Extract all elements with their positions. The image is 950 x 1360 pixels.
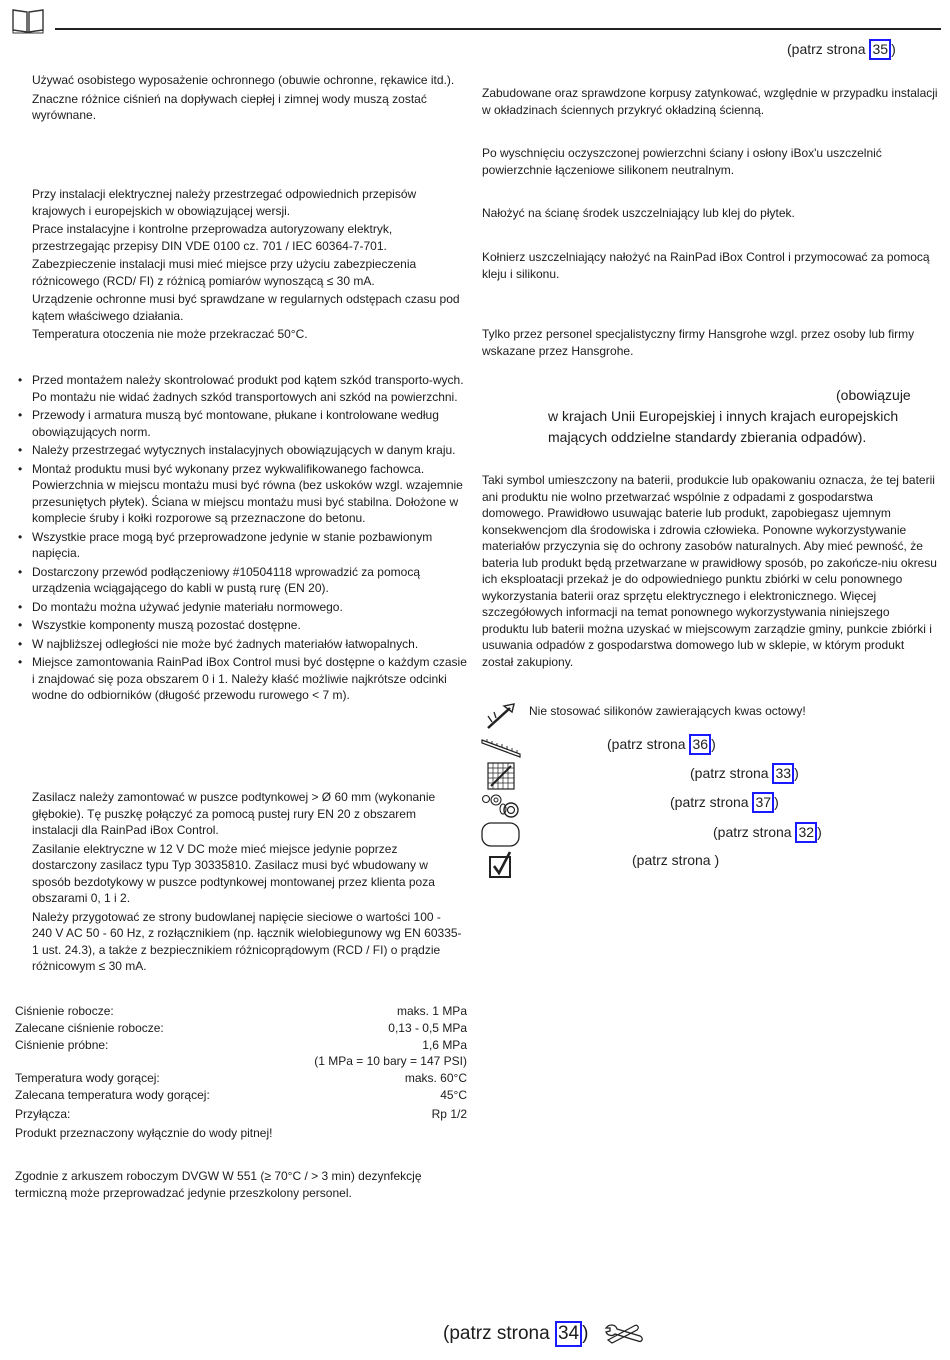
- page-link[interactable]: 34: [555, 1321, 582, 1347]
- paragraph: Zasilacz należy zamontować w puszce podtynkowej > Ø 60 mm (wykonanie głębokie). Tę puszkę połączyć za pomocą pustej rury EN 20 z obszarem instalacji dla RainPad iBox Control.: [32, 790, 436, 837]
- paragraph-wrap: [482, 326, 938, 359]
- page-ref-row: (patrz strona 32 ): [713, 822, 822, 843]
- checkbox-icon: [488, 851, 514, 884]
- paragraph-wrap: [482, 205, 938, 222]
- table-row: Ciśnienie robocze: maks. 1 MPa: [15, 1004, 467, 1018]
- weee-line-1: (obowiązuje: [836, 387, 911, 403]
- list-item: • Do montażu można używać jedynie materiału normowego.: [15, 599, 469, 616]
- paragraph: Po wyschnięciu oczyszczonej powierzchni ściany i osłony iBox'u uszczelnić powierzchnie łączeniowe silikonem neutralnym.: [482, 146, 882, 177]
- page-ref-row: (patrz strona 33 ): [690, 763, 799, 784]
- weee-lines: w krajach Unii Europejskiej i innych krajach europejskich mających oddzielne standardy zbierania odpadów).: [548, 408, 899, 445]
- paragraph: Używać osobistego wyposażenie ochronnego (obuwie ochronne, rękawice itd.).: [32, 73, 455, 87]
- table-row: Przyłącza: Rp 1/2: [15, 1106, 467, 1121]
- page-ref-row: (patrz strona ): [632, 852, 720, 868]
- mounting-section: [15, 372, 469, 706]
- page-link[interactable]: 33: [772, 763, 794, 784]
- table-row: Zalecana temperatura wody gorącej: 45°C: [15, 1087, 467, 1102]
- bullet-list: [15, 372, 469, 704]
- page-ref-row: (patrz strona 36 ): [607, 734, 716, 755]
- right-column: [482, 85, 938, 118]
- ruler-icon: [481, 734, 521, 763]
- table-row: (1 MPa = 10 bary = 147 PSI): [314, 1054, 467, 1069]
- paragraph: Urządzenie ochronne musi być sprawdzane w regularnych odstępach czasu pod kątem właściwego działania.: [32, 292, 460, 323]
- surface-shape-icon: [481, 822, 521, 853]
- page-link[interactable]: 36: [689, 734, 711, 755]
- safety-section: [32, 72, 467, 124]
- disposal-paragraph: Taki symbol umieszczony na baterii, produkcie lub opakowaniu oznacza, że tej baterii ani produktu nie wolno przetwarzać wspólnie z odpadami z gospodarstwa domowego. Prawidłowo usuwając baterie lub produkt, zapobiegasz ujemnym konsekwencjom dla środowiska i zdrowia człowieka. Ponowne wykorzystywanie materiałów przyczynia się do ochrony zasobów naturalnych. Aby mieć pewność, że bateria lub produkt będą przetwarzane w prawidłowy sposób, po zakończe-niu okresu ich eksploatacji przekaż je do odpowiedniego punktu zbiórki w celu ponownego wykorzystania baterii oraz sprzętu elektrycznego i elektronicznego. Więcej szczegółowych informacji na temat ponownego wykorzystywania niniejszego produktu lub baterii można uzyskać w miejscowym zarządzie gminy, punkcie zbiórki i usuwania odpadów z gospodarstwa domowego lub w sklepie, w którym produkt został zakupiony.: [482, 473, 937, 669]
- page-ref-row: (patrz strona 37 ): [670, 792, 779, 813]
- disinfection-note: Zgodnie z arkuszem roboczym DVGW W 551 (≥ 70°C / > 3 min) dezynfekcję termiczną może przeprowadzać jedynie przeszkolony personel.: [15, 1169, 422, 1200]
- silicone-gun-icon: [484, 702, 518, 737]
- list-item: • Miejsce zamontowania RainPad iBox Control musi być dostępne o każdym czasie i znajdować się poza obszarem 0 i 1. Należy kłaść możliwie najkrótsze odcinki wodne do odbiorników (długość przewodu rurowego < 7 m).: [15, 654, 469, 704]
- paragraph-wrap: [482, 145, 938, 178]
- paragraph: Tylko przez personel specjalistyczny firmy Hansgrohe wzgl. przez osoby lub firmy wskazane przez Hansgrohe.: [482, 327, 915, 358]
- list-item: • Należy przestrzegać wytycznych instalacyjnych obowiązujących w danym kraju.: [15, 442, 469, 459]
- paragraph: Przy instalacji elektrycznej należy przestrzegać odpowiednich przepisów krajowych i europejskich w obowiązującej wersji.: [32, 187, 417, 218]
- list-item: • Dostarczony przewód podłączeniowy #10504118 wprowadzić za pomocą urządzenia wciągającego do kabli w pustą rurę (EN 20).: [15, 564, 469, 597]
- header-rule: [55, 28, 941, 30]
- page-link[interactable]: 32: [795, 822, 817, 843]
- power-supply-section: [32, 789, 464, 975]
- paragraph: Prace instalacyjne i kontrolne przeprowadza autoryzowany elektryk, przestrzegając przepisy DIN VDE 0100 cz. 701 / IEC 60364-7-701.: [32, 222, 393, 253]
- table-row: Temperatura wody gorącej: maks. 60°C: [15, 1071, 467, 1086]
- page-link[interactable]: 37: [752, 792, 774, 813]
- paragraph: Zabezpieczenie instalacji musi mieć miejsce przy użyciu zabezpieczenia różnicowego (RCD/ FI) z różnicą pomiarów wynoszącą ≤ 30 mA.: [32, 257, 417, 288]
- paragraph: Kołnierz uszczelniający nałożyć na RainPad iBox Control i przymocować za pomocą kleju i silikonu.: [482, 250, 930, 281]
- paragraph: Nałożyć na ścianę środek uszczelniający lub klej do płytek.: [482, 206, 795, 220]
- table-row: Produkt przeznaczony wyłącznie do wody pitnej!: [15, 1125, 273, 1140]
- table-row: Zalecane ciśnienie robocze: 0,13 - 0,5 MPa: [15, 1020, 467, 1035]
- tech-data-table: [15, 1003, 467, 1141]
- paragraph: Znaczne różnice ciśnień na dopływach ciepłej i zimnej wody muszą zostać wyrównane.: [32, 91, 427, 122]
- paragraph: Temperatura otoczenia nie może przekraczać 50°C.: [32, 327, 308, 341]
- spare-parts-icon: [481, 792, 521, 825]
- wrench-icon: [604, 1322, 644, 1351]
- list-item: • Przed montażem należy skontrolować produkt pod kątem szkód transporto-wych. Po montażu nie widać żadnych szkód transportowych ani szkód na powierzchni.: [15, 372, 469, 405]
- list-item: • Przewody i armatura muszą być montowane, płukane i kontrolowane według obowiązujących norm.: [15, 407, 469, 440]
- table-row: Ciśnienie próbne: 1,6 MPa: [15, 1037, 467, 1052]
- paragraph: Zabudowane oraz sprawdzone korpusy zatynkować, względnie w przypadku instalacji w okładzinach ściennych przykryć okładziną ścienną.: [482, 86, 938, 117]
- page-link[interactable]: 35: [869, 39, 891, 60]
- paragraph: Zasilanie elektryczne w 12 V DC może mieć miejsce jedynie poprzez dostarczony zasilacz typu Typ 30335810. Zasilacz musi być wbudowany w sposób bezdotykowy w puszce podtynkowej montowanej przez klienta poza obszarami 0, 1 i 2.: [32, 841, 435, 905]
- paragraph: Należy przygotować ze strony budowlanej napięcie sieciowe o wartości 100 - 240 V AC 50 - 60 Hz, z rozłącznikiem (np. łącznik wielobiegunowy wg EN 60335-1 ust. 24.3), a także z bezpiecznikiem różnicoprądowym (RCD / FI) o prądzie różnicowym ≤ 30 mA.: [32, 909, 462, 973]
- book-icon: [11, 7, 45, 40]
- list-item: • W najbliższej odległości nie może być żadnych materiałów łatwopalnych.: [15, 636, 469, 653]
- list-item: • Montaż produktu musi być wykonany przez wykwalifikowanego fachowca. Powierzchnia w miejscu montażu musi być równa (bez uskoków wzgl. wzajemnie przesuniętych płytek). Ściana w miejscu montażu musi być stabilna. Dołożone w komplecie śruby i kołki rozporowe są przeznaczone do betonu.: [15, 461, 469, 527]
- header-page-ref: (patrz strona 35 ): [787, 39, 896, 60]
- tile-grid-icon: [487, 762, 515, 795]
- footer-page-ref: (patrz strona 34 ): [443, 1321, 588, 1347]
- electrical-section: [32, 186, 467, 343]
- silicone-warning: Nie stosować silikonów zawierających kwas octowy!: [529, 704, 806, 718]
- list-item: • Wszystkie prace mogą być przeprowadzone jedynie w stanie pozbawionym napięcia.: [15, 529, 469, 562]
- list-item: • Wszystkie komponenty muszą pozostać dostępne.: [15, 617, 469, 634]
- paragraph-wrap: [482, 249, 938, 282]
